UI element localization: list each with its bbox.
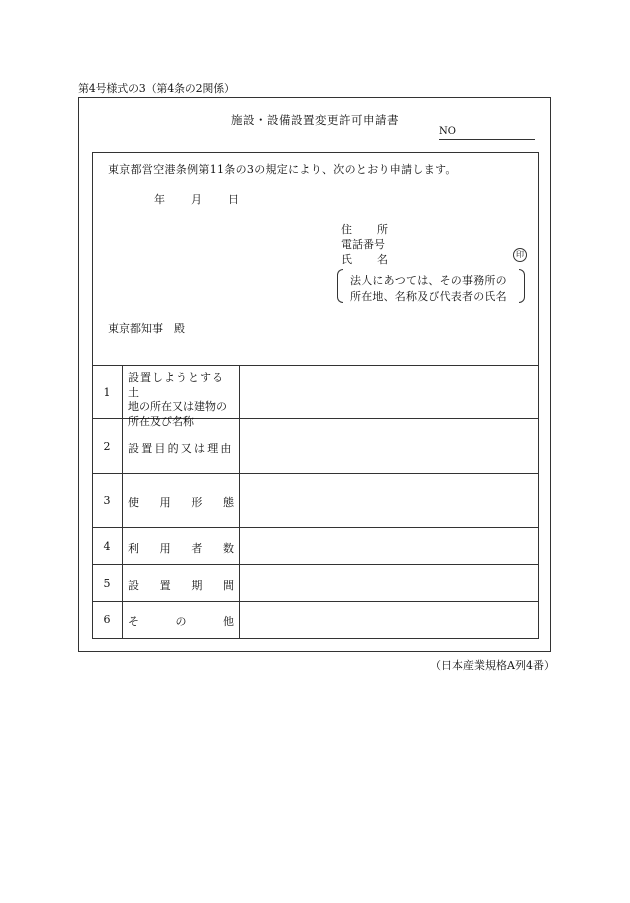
row-number: 1 [103, 386, 111, 399]
row-number: 3 [103, 494, 111, 507]
table-row-divider [92, 473, 539, 474]
row-number: 2 [103, 440, 111, 453]
row-number: 5 [103, 577, 111, 590]
other-input-cell[interactable] [241, 603, 537, 638]
applicant-phone-label: 電話番号 [341, 238, 385, 251]
purpose-input-cell[interactable] [241, 420, 537, 472]
row-label-usage: 使 用 形 態 [128, 496, 234, 509]
addressee-label: 東京都知事 殿 [108, 322, 185, 335]
document-number-field[interactable] [439, 126, 535, 140]
document-number-label: NO [439, 126, 456, 137]
date-month-label: 月 [191, 193, 202, 206]
table-top-rule [92, 365, 539, 366]
row-label-period: 設 置 期 間 [128, 579, 234, 592]
left-bracket-icon [337, 269, 343, 303]
table-column-divider [122, 365, 123, 639]
usage-input-cell[interactable] [241, 475, 537, 526]
row-number: 4 [103, 540, 111, 553]
table-column-divider [239, 365, 240, 639]
period-input-cell[interactable] [241, 566, 537, 600]
application-statement: 東京都営空港条例第11条の3の規定により、次のとおり申請します。 [108, 163, 457, 176]
corporate-note-line-1: 法人にあつては、その事務所の [350, 274, 507, 287]
seal-mark-icon: 印 [513, 248, 527, 262]
location-input-cell[interactable] [241, 367, 537, 417]
table-row-divider [92, 527, 539, 528]
row-number: 6 [103, 613, 111, 626]
row-label-location: 設置しようとする土 地の所在又は建物の 所在及び名称 [128, 371, 227, 428]
applicant-name-label: 氏 名 [341, 253, 388, 266]
form-number-label: 第4号様式の3（第4条の2関係） [78, 82, 235, 95]
row-label-purpose: 設置目的又は理由 [128, 442, 234, 455]
date-year-label: 年 [154, 193, 165, 206]
right-bracket-icon [519, 269, 525, 303]
row-label-other: そ の 他 [128, 615, 234, 628]
table-row-divider [92, 601, 539, 602]
row-label-users: 利 用 者 数 [128, 542, 234, 555]
date-day-label: 日 [228, 193, 239, 206]
paper-size-note: （日本産業規格A列4番） [430, 659, 555, 672]
applicant-address-label: 住 所 [341, 223, 388, 236]
table-row-divider [92, 564, 539, 565]
users-input-cell[interactable] [241, 529, 537, 563]
form-title: 施設・設備設置変更許可申請書 [231, 113, 399, 127]
corporate-note-line-2: 所在地、名称及び代表者の氏名 [350, 290, 507, 303]
